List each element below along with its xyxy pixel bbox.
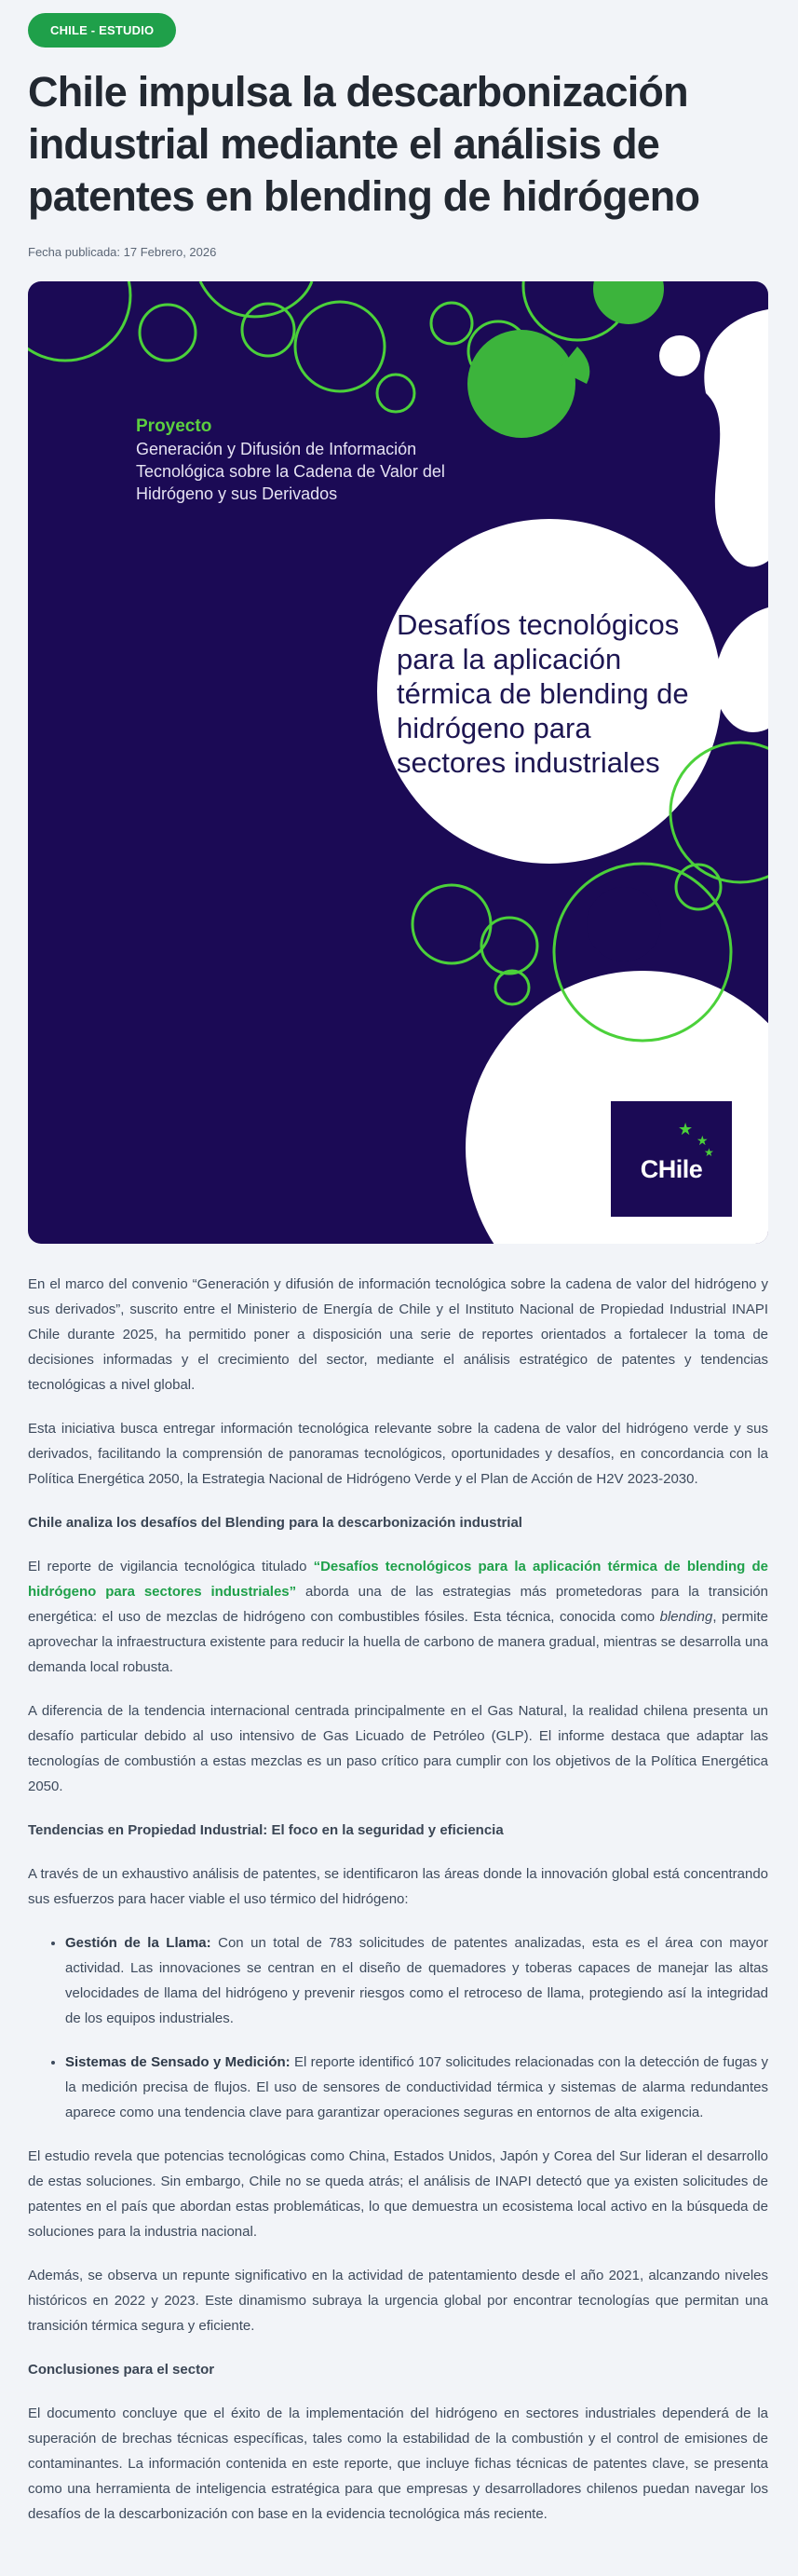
star-icon: ★ <box>697 1133 709 1148</box>
list-item-text: Con un total de 783 solicitudes de patentes analizadas, esta es el área con mayor actividad. Las innovaciones se centran en el diseño de quemadores y toberas capaces de manejar las altas velocidades de llama del hidrógeno y prevenir riesgos como el retroceso de llama, protegiendo así la integridad de los equipos industriales. <box>65 1935 768 2026</box>
list-item-text: El reporte identificó 107 solicitudes relacionadas con la detección de fugas y la medición precisa de flujos. El uso de sensores de conductividad térmica y sistemas de alarma redundantes aparece como una tendencia clave para garantizar operaciones seguras en entornos de alta exigencia. <box>65 2054 768 2120</box>
text-segment: , permite aprovechar la infraestructura existente para reducir la huella de carbono de manera gradual, mientras se desarrolla una demanda local robusta. <box>28 1609 768 1675</box>
text-segment: aborda una de las estrategias más prometedoras para la transición energética: el uso de mezclas de hidrógeno con combustibles fósiles. Esta técnica, conocida como <box>28 1584 768 1625</box>
star-icon: ★ <box>678 1120 694 1138</box>
project-description <box>136 416 453 505</box>
list-item <box>65 1930 768 2031</box>
project-desc: Generación y Difusión de Información Tecnológica sobre la Cadena de Valor del Hidrógeno y sus Derivados <box>136 440 445 503</box>
logo-text: CHile <box>640 1155 703 1183</box>
list-item <box>65 2050 768 2125</box>
paragraph: Esta iniciativa busca entregar información tecnológica relevante sobre la cadena de valor del hidrógeno verde y sus derivados, facilitando la comprensión de panoramas tecnológicos, oportunidades y desafíos, en concordancia con la Política Energética 2050, la Estrategia Nacional de Hidrógeno Verde y el Plan de Acción de H2V 2023-2030. <box>28 1421 768 1487</box>
text-segment: El reporte de vigilancia tecnológica titulado <box>28 1559 314 1574</box>
report-link[interactable]: “Desafíos tecnológicos para la aplicación térmica de blending de hidrógeno para sectores industriales” <box>28 1559 768 1600</box>
paragraph: A diferencia de la tendencia internacional centrada principalmente en el Gas Natural, la realidad chilena presenta un desafío particular debido al uso intensivo de Gas Licuado de Petróleo (GLP). El informe destaca que adaptar las tecnologías de combustión a estas mezclas es un paso crítico para cumplir con los objetivos de la Política Energética 2050. <box>28 1703 768 1794</box>
paragraph: A través de un exhaustivo análisis de patentes, se identificaron las áreas donde la innovación global está concentrando sus esfuerzos para hacer viable el uso térmico del hidrógeno: <box>28 1866 768 1907</box>
publish-date: Fecha publicada: 17 Febrero, 2026 <box>28 245 217 259</box>
star-icon: ★ <box>704 1146 714 1159</box>
bullet-list <box>28 1930 768 2125</box>
section-heading: Chile analiza los desafíos del Blending para la descarbonización industrial <box>28 1515 522 1531</box>
article-title: Chile impulsa la descarbonización industrial mediante el análisis de patentes en blending de hidrógeno <box>28 68 700 220</box>
paragraph: El estudio revela que potencias tecnológicas como China, Estados Unidos, Japón y Corea del Sur lideran el desarrollo de estas soluciones. Sin embargo, Chile no se queda atrás; el análisis de INAPI detectó que ya existen solicitudes de patentes en el país que abordan estas problemáticas, lo que demuestra un ecosistema local activo en la búsqueda de soluciones para la industria nacional. <box>28 2148 768 2240</box>
category-badge[interactable]: CHILE - ESTUDIO <box>28 13 176 48</box>
article-body <box>28 1272 768 2527</box>
list-item-title: Gestión de la Llama: <box>65 1935 211 1951</box>
hero-image <box>28 281 768 1244</box>
paragraph <box>28 1554 768 1680</box>
emphasis-text: blending <box>659 1609 713 1625</box>
paragraph: En el marco del convenio “Generación y difusión de información tecnológica sobre la cadena de valor del hidrógeno y sus derivados”, suscrito entre el Ministerio de Energía de Chile y el Instituto Nacional de Propiedad Industrial INAPI Chile durante 2025, ha permitido poner a disposición una serie de reportes orientados a fortalecer la toma de decisiones informadas y el crecimiento del sector, mediante el análisis estratégico de patentes y tendencias tecnológicas a nivel global. <box>28 1276 768 1393</box>
report-title: Desafíos tecnológicos para la aplicación térmica de blending de hidrógeno para sectores industriales <box>397 608 689 779</box>
section-heading: Tendencias en Propiedad Industrial: El foco en la seguridad y eficiencia <box>28 1822 504 1838</box>
paragraph: Además, se observa un repunte significativo en la actividad de patentamiento desde el año 2021, alcanzando niveles históricos en 2022 y 2023. Este dinamismo subraya la urgencia global por encontrar tecnologías que permitan una transición térmica segura y eficiente. <box>28 2268 768 2334</box>
chile-logo <box>611 1101 732 1217</box>
section-heading: Conclusiones para el sector <box>28 2362 215 2378</box>
paragraph: El documento concluye que el éxito de la implementación del hidrógeno en sectores industriales dependerá de la superación de brechas técnicas específicas, tales como la estabilidad de la combustión y el control de emisiones de contaminantes. La información contenida en este reporte, que incluye fichas técnicas de patentes clave, se presenta como una herramienta de inteligencia estratégica para que empresas y desarrolladores chilenos puedan navegar los desafíos de la descarbonización con base en la evidencia tecnológica más reciente. <box>28 2406 768 2522</box>
project-label: Proyecto <box>136 416 212 436</box>
list-item-title: Sistemas de Sensado y Medición: <box>65 2054 291 2070</box>
